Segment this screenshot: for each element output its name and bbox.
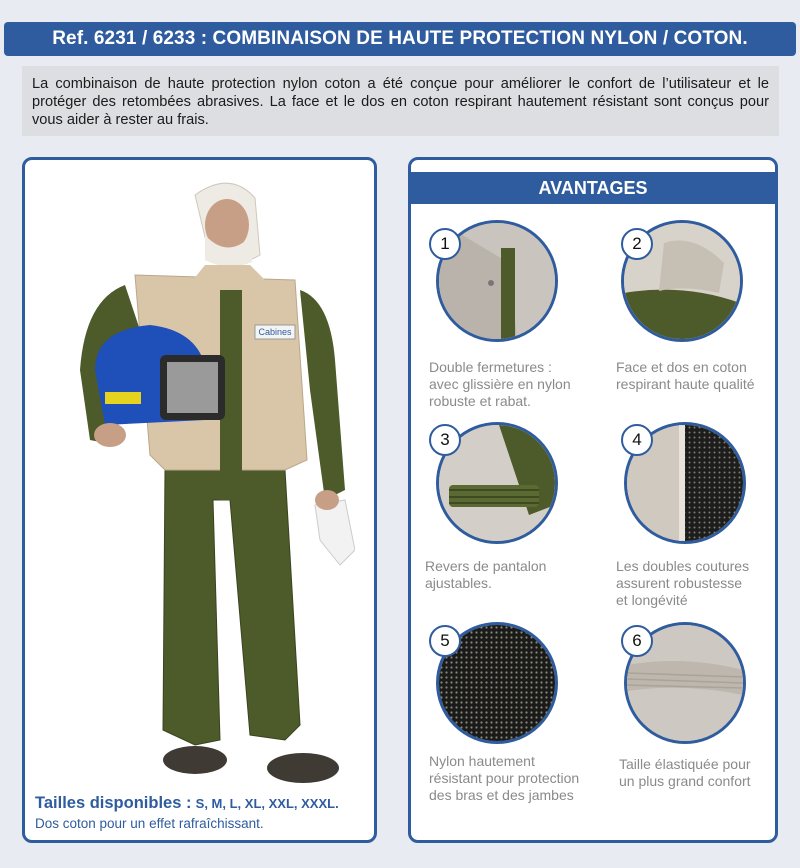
product-photo (45, 170, 355, 795)
sizes-label: Tailles disponibles : (35, 794, 192, 812)
advantage-number-2: 2 (621, 228, 653, 260)
advantage-number-1: 1 (429, 228, 461, 260)
advantage-number-4: 4 (621, 424, 653, 456)
advantage-number-6: 6 (621, 625, 653, 657)
advantage-caption-3: Revers de pantalon ajustables. (425, 558, 547, 591)
page-title: Ref. 6231 / 6233 : COMBINAISON DE HAUTE PROTECTION NYLON / COTON. (4, 22, 796, 56)
advantage-number-5: 5 (429, 625, 461, 657)
sizes-list: S, M, L, XL, XXL, XXXL. (195, 796, 339, 811)
advantages-panel (408, 157, 778, 843)
product-panel (22, 157, 377, 843)
advantage-caption-6: Taille élastiquée pour un plus grand confort (619, 756, 751, 789)
advantage-caption-5: Nylon hautement résistant pour protection des bras et des jambes (429, 753, 580, 803)
cotton-note: Dos coton pour un effet rafraîchissant. (35, 816, 264, 831)
intro-text: La combinaison de haute protection nylon coton a été conçue pour améliorer le confort de l’utilisateur et le protéger des retombées abrasives. La face et le dos en coton respirant hautement résistant sont conçus pour vous aider à rester au frais. (22, 66, 779, 136)
sizes-available (35, 794, 339, 813)
advantage-number-3: 3 (429, 424, 461, 456)
advantage-caption-1: Double fermetures : avec glissière en nylon robuste et rabat. (429, 359, 571, 409)
advantages-title: AVANTAGES (411, 172, 775, 204)
advantage-caption-2: Face et dos en coton respirant haute qualité (616, 359, 755, 392)
helmet-badge: Cabines (258, 327, 292, 337)
advantage-caption-4: Les doubles coutures assurent robustesse et longévité (616, 558, 750, 608)
